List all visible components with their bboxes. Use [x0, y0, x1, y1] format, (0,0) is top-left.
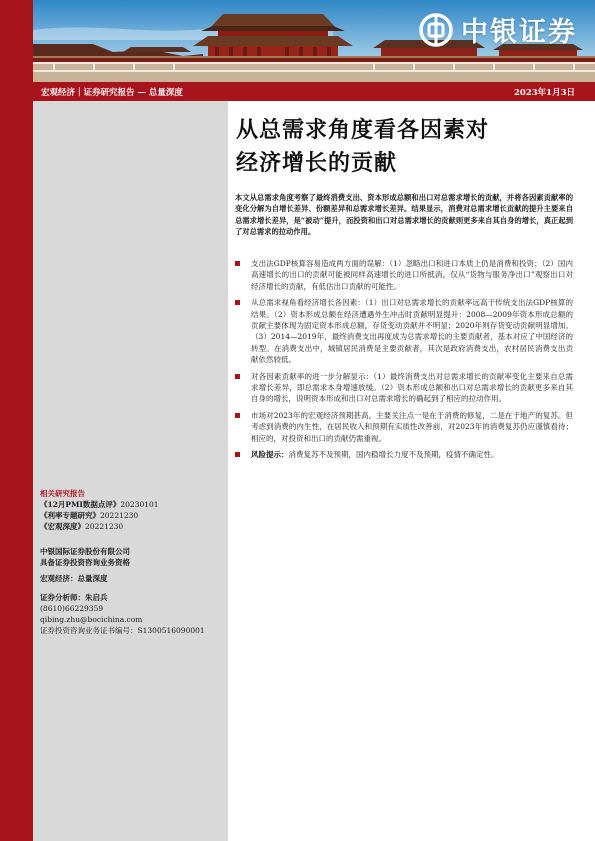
firm-qualification: 具备证券投资咨询业务资格: [40, 558, 130, 567]
list-item: 支出法GDP核算容易造成两方面的误解：（1）忽略出口和进口本质上仍是消费和投资；（2）国内高速增长的出口的贡献可能被同样高速增长的进口所抵消，仅从“货物与服务净出口”观察出口对经济增长的贡献，有低估出口贡献的可能性。: [235, 258, 573, 292]
header-banner: [33, 0, 595, 82]
related-reports-title: 相关研究报告: [40, 489, 85, 498]
analyst-name: 证券分析师：朱启兵: [40, 593, 108, 602]
report-category-band: [33, 82, 595, 101]
list-item: 对各因素贡献率的进一步分解显示：（1）最终消费支出对总需求增长的贡献率变化主要来自总需求增长差异，即总需求本身增速放缓。（2）资本形成总额和出口对总需求增长的贡献更多来自其自身的增长，说明资本形成和出口对总需求增长的确起到了相应的拉动作用。: [235, 371, 573, 405]
red-square-bullet-icon: [235, 452, 240, 457]
brand-logo: [419, 10, 577, 49]
red-square-bullet-icon: [235, 413, 240, 418]
report-date: 2023年1月3日: [514, 87, 575, 98]
related-report-item[interactable]: 《利率专题研究》20221230: [40, 511, 139, 520]
left-accent-stripe: [0, 0, 33, 841]
report-abstract: 本文从总需求角度考察了最终消费支出、资本形成总额和出口对总需求增长的贡献，并将各因素贡献率的变化分解为自增长差异、份额差异和总需求增长差异。结果显示，消费对总需求增长贡献的提升主要来自总需求增长差异，是“被动”提升，而投资和出口对总需求增长的贡献则更多来自其自身的增长，真正起到了对总需求的拉动作用。: [235, 193, 573, 236]
analyst-phone: (8610)66229359: [40, 604, 104, 613]
related-report-item[interactable]: 《12月PMI数据点评》20230101: [40, 500, 159, 509]
red-square-bullet-icon: [235, 374, 240, 379]
firm-name: 中银国际证券股份有限公司: [40, 547, 130, 556]
analyst-license: 证券投资咨询业务证书编号：S1300516090001: [40, 626, 205, 635]
risk-warning: 风险提示：消费复苏不及预期，国内稳增长力度不及预期，疫情不确定性。: [235, 449, 573, 460]
report-title: 从总需求角度看各因素对 经济增长的贡献: [236, 117, 490, 176]
list-item: 市场对2023年的宏观经济预期甚高。主要关注点一是在于消费的修复，二是在于地产的复苏。但考虑到消费的内生性，在居民收入和预期有实质性改善前，对2023年的消费复苏仍应谨慎看待；相应的，对投资和出口的贡献仍需重视。: [235, 410, 573, 444]
red-square-bullet-icon: [235, 261, 240, 266]
brand-name: 中银证券: [461, 17, 577, 48]
report-category-side: 宏观经济：总量深度: [40, 574, 108, 583]
related-report-item[interactable]: 《宏观深度》20221230: [40, 522, 124, 531]
red-square-bullet-icon: [235, 300, 240, 305]
analyst-email[interactable]: qibing.zhu@bocichina.com: [40, 615, 143, 624]
bank-of-china-logo-icon: [419, 13, 453, 47]
sidebar-panel: [33, 101, 228, 841]
related-reports: [40, 488, 159, 532]
list-item: 从总需求视角看经济增长各因素：（1）出口对总需求增长的贡献率远高于传统支出法GDP核算的结果。（2）资本形成总额在经济遭遇外生冲击时贡献明显提升：2008—2009年资本形成总额的贡献主要体现为固定资本形成总额，存货变动贡献并不明显；2020年则存货变动贡献明显增加。（3）2014—2019年，最终消费支出再度成为总需求增长的主要贡献者，基本对应了中国经济的转型。在消费支出中，城镇居民消费是主要贡献者，其次是政府消费支出，农村居民消费支出贡献依然较低。: [235, 297, 573, 365]
report-category: 宏观经济｜证券研究报告 — 总量深度: [41, 87, 183, 98]
key-points-list: [235, 258, 573, 466]
firm-info: [40, 546, 130, 568]
analyst-info: [40, 592, 205, 636]
